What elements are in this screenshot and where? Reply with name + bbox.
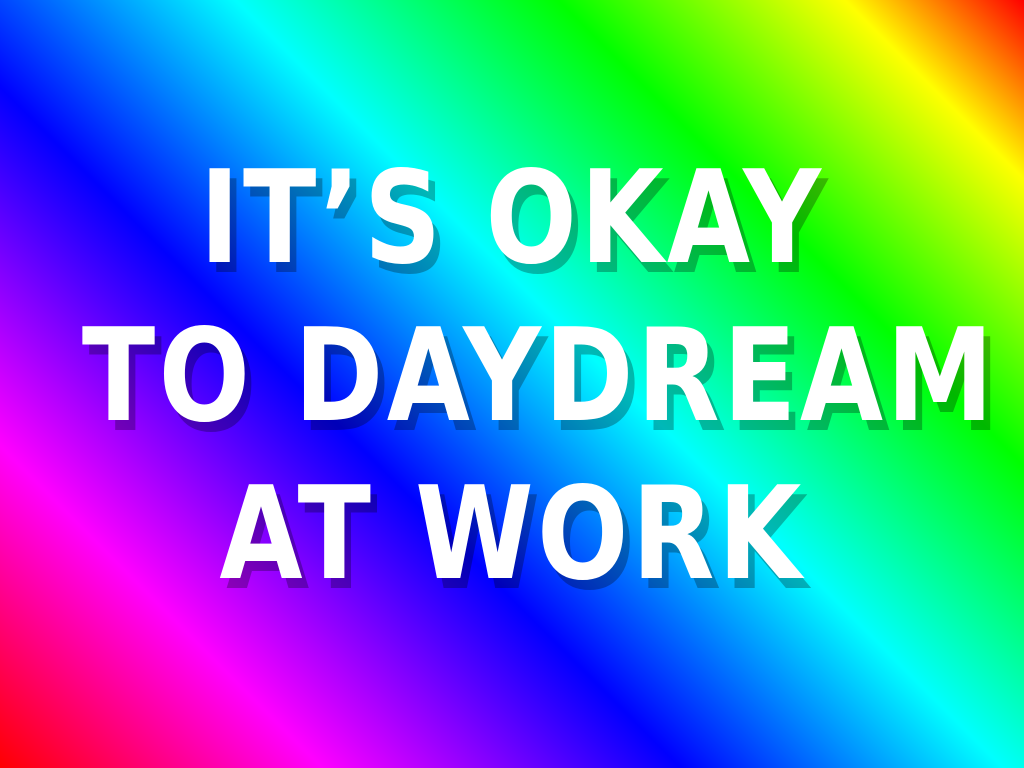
- headline-line-3: AT WORK: [219, 460, 805, 609]
- headline-line-1: IT’S OKAY: [199, 144, 825, 293]
- headline-line-2: TO DAYDREAM: [81, 302, 997, 451]
- poster-headline: [0, 140, 1024, 614]
